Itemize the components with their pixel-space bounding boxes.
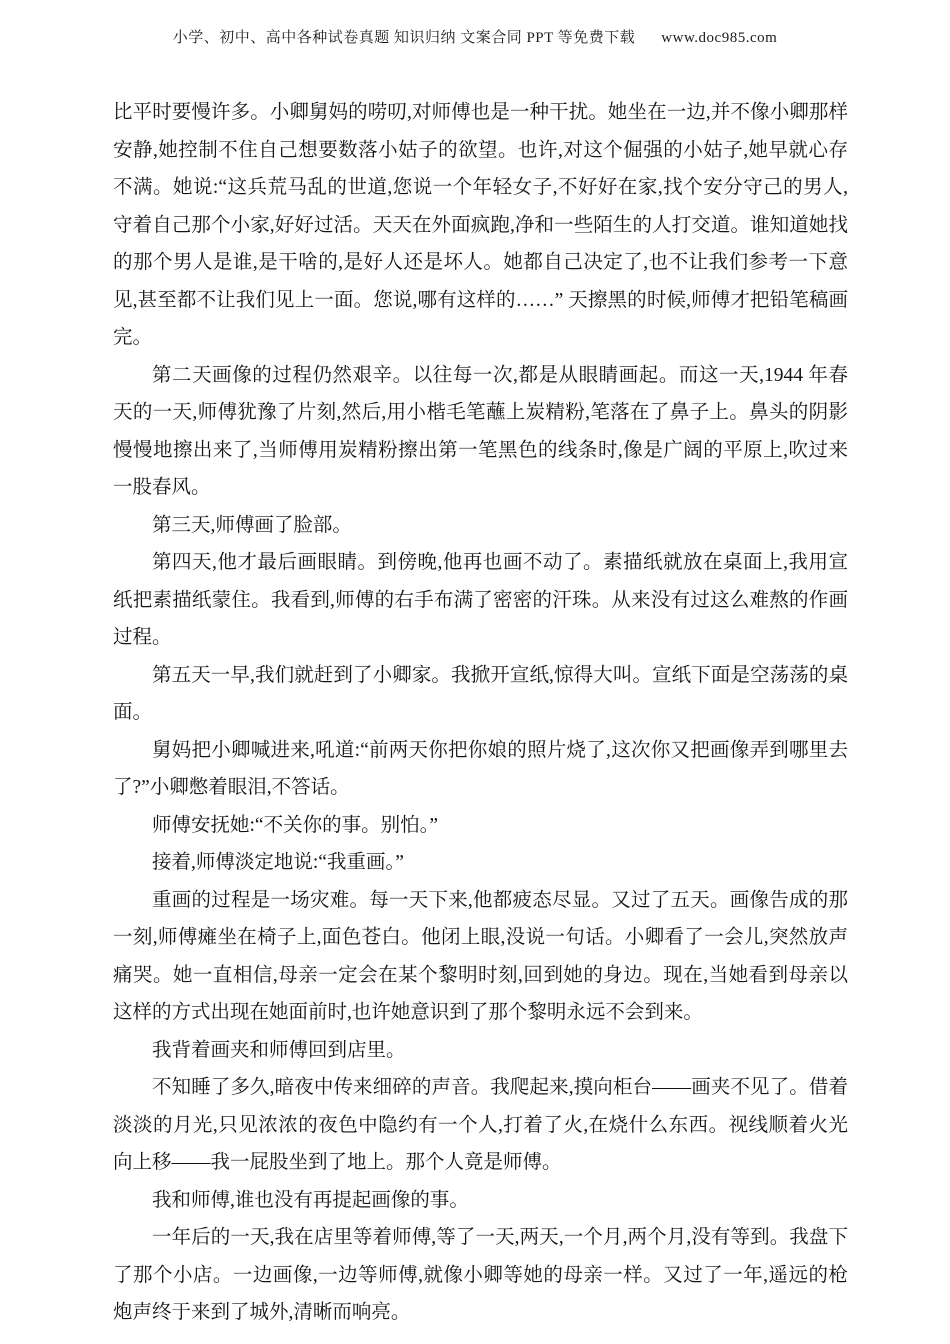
paragraph: 第五天一早,我们就赶到了小卿家。我掀开宣纸,惊得大叫。宣纸下面是空荡荡的桌面。 xyxy=(113,664,848,723)
paragraph: 第三天,师傅画了脸部。 xyxy=(152,514,352,536)
paragraph: 重画的过程是一场灾难。每一天下来,他都疲态尽显。又过了五天。画像告成的那一刻,师傅瘫坐在椅子上,面色苍白。他闭上眼,没说一句话。小卿看了一会儿,突然放声痛哭。她一直相信,母亲一定会在某个黎明时刻,回到她的身边。现在,当她看到母亲以这样的方式出现在她面前时,也许她意识到了那个黎明永远不会到来。 xyxy=(113,889,848,1023)
header-promo-text: 小学、初中、高中各种试卷真题 知识归纳 文案合同 PPT 等免费下载 xyxy=(172,30,636,46)
paragraph: 第四天,他才最后画眼睛。到傍晚,他再也画不动了。素描纸就放在桌面上,我用宣纸把素描纸蒙住。我看到,师傅的右手布满了密密的汗珠。从来没有过这么难熬的作画过程。 xyxy=(113,552,848,648)
paragraph: 第二天画像的过程仍然艰辛。以往每一次,都是从眼睛画起。而这一天,1944 年春天的一天,师傅犹豫了片刻,然后,用小楷毛笔蘸上炭精粉,笔落在了鼻子上。鼻头的阴影慢慢地擦出来了,当师傅用炭精粉擦出第一笔黑色的线条时,像是广阔的平原上,吹过来一股春风。 xyxy=(113,364,848,498)
paragraph: 我和师傅,谁也没有再提起画像的事。 xyxy=(152,1189,469,1211)
paragraph: 师傅安抚她:“不关你的事。别怕。” xyxy=(152,814,438,836)
site-url-link[interactable]: www.doc985.com xyxy=(661,30,778,46)
paragraph: 比平时要慢许多。小卿舅妈的唠叨,对师傅也是一种干扰。她坐在一边,并不像小卿那样安静,她控制不住自己想要数落小姑子的欲望。也许,对这个倔强的小姑子,她早就心存不满。她说:“这兵荒马乱的世道,您说一个年轻女子,不好好在家,找个安分守己的男人,守着自己那个小家,好好过活。天天在外面疯跑,净和一些陌生的人打交道。谁知道她找的那个男人是谁,是干啥的,是好人还是坏人。她都自己决定了,也不让我们参考一下意见,甚至都不让我们见上一面。您说,哪有这样的……” 天擦黑的时候,师傅才把铅笔稿画完。 xyxy=(113,102,848,348)
page-header xyxy=(0,26,950,47)
paragraph: 接着,师傅淡定地说:“我重画。” xyxy=(152,852,404,873)
document-body xyxy=(113,94,848,1332)
paragraph: 不知睡了多久,暗夜中传来细碎的声音。我爬起来,摸向柜台——画夹不见了。借着淡淡的月光,只见浓浓的夜色中隐约有一个人,打着了火,在烧什么东西。视线顺着火光向上移——我一屁股坐到了地上。那个人竟是师傅。 xyxy=(113,1077,848,1173)
paragraph: 一年后的一天,我在店里等着师傅,等了一天,两天,一个月,两个月,没有等到。我盘下了那个小店。一边画像,一边等师傅,就像小卿等她的母亲一样。又过了一年,遥远的枪炮声终于来到了城外,清晰而响亮。 xyxy=(113,1227,848,1323)
paragraph: 我背着画夹和师傅回到店里。 xyxy=(152,1039,406,1061)
paragraph: 舅妈把小卿喊进来,吼道:“前两天你把你娘的照片烧了,这次你又把画像弄到哪里去了?”小卿憋着眼泪,不答话。 xyxy=(113,739,848,798)
